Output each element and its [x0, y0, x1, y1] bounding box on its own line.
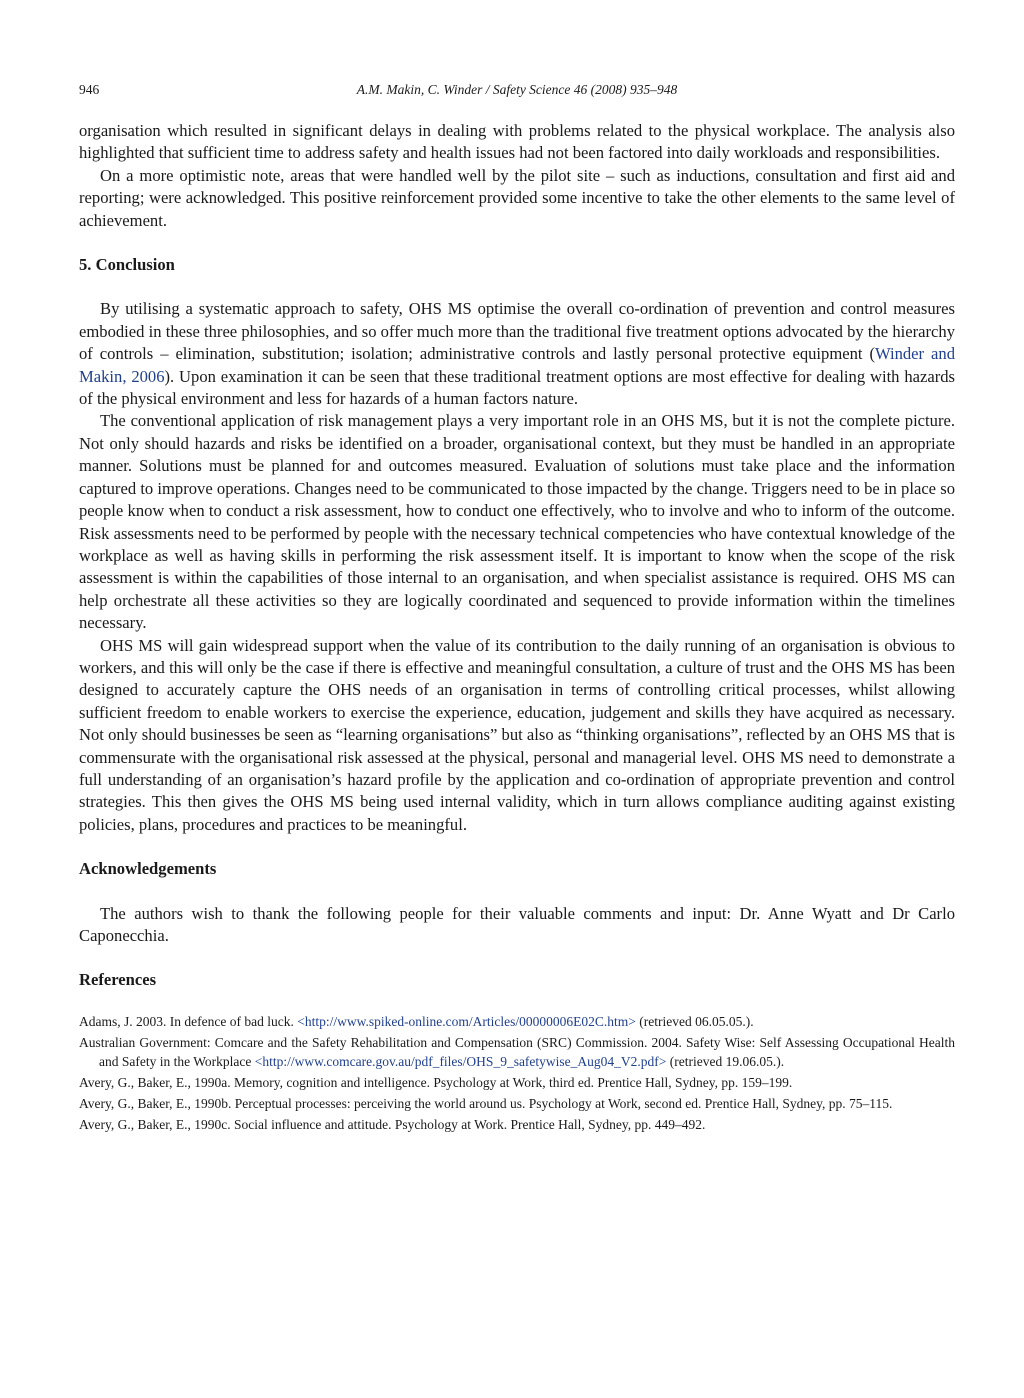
paragraph-text: ). Upon examination it can be seen that these traditional treatment options are most effective for dealing with hazards of the physical environment and less for hazards of a human factors nature. — [79, 366, 955, 409]
conclusion-paragraph-3: OHS MS will gain widespread support when the value of its contribution to the daily running of an organisation is obvious to workers, and this will only be the case if there is effective and meaningful consultation, a culture of trust and the OHS MS has been designed to accurately capture the OHS needs of an organisation in terms of controlling critical processes, whilst allowing sufficient freedom to enable workers to exercise the experience, education, judgement and skills they have acquired as necessary. Not only should businesses be seen as “learning organisations” but also as “thinking organisations”, reflected by an OHS MS that is commensurate with the organisational risk assessed at the physical, personal and managerial level. OHS MS need to demonstrate a full understanding of an organisation’s hazard profile by the application and co-ordination of appropriate prevention and control strategies. This then gives the OHS MS being used internal validity, which in turn allows compliance auditing against existing policies, plans, procedures and practices to be meaningful. — [79, 635, 955, 834]
citation-link[interactable]: Winder and Makin, 2006 — [79, 344, 955, 386]
section-heading-references: References — [79, 970, 157, 990]
conclusion-paragraph-1 — [79, 298, 955, 410]
body-paragraph: On a more optimistic note, areas that were handled well by the pilot site – such as inductions, consultation and first aid and reporting; were acknowledged. This positive reinforcement provided some incentive to take the other elements to the same level of achievement. — [79, 165, 955, 230]
reference-item — [79, 1115, 955, 1134]
reference-text: Avery, G., Baker, E., 1990b. Perceptual processes: perceiving the world around us. Psychology at Work, second ed. Prentice Hall, Sydney, pp. 75–115. — [79, 1095, 893, 1111]
continued-paragraph: organisation which resulted in significant delays in dealing with problems related to the physical workplace. The analysis also highlighted that sufficient time to address safety and health issues had not been factored into daily workloads and responsibilities. — [79, 121, 955, 163]
section-heading-conclusion: 5. Conclusion — [79, 255, 175, 275]
reference-url-link[interactable]: <http://www.spiked-online.com/Articles/00000006E02C.htm> — [297, 1013, 636, 1029]
reference-text: Avery, G., Baker, E., 1990c. Social influence and attitude. Psychology at Work. Prentice Hall, Sydney, pp. 449–492. — [79, 1116, 706, 1132]
reference-text: (retrieved 19.06.05.). — [666, 1053, 785, 1069]
acknowledgements-paragraph: The authors wish to thank the following people for their valuable comments and input: Dr. Anne Wyatt and Dr Carlo Caponecchia. — [79, 903, 955, 945]
paragraph-text: By utilising a systematic approach to safety, OHS MS optimise the overall co-ordination of prevention and control measures embodied in these three philosophies, and so offer much more than the traditional five treatment options advocated by the hierarchy of controls – elimination, substitution; isolation; administrative controls and lastly personal protective equipment ( — [79, 299, 955, 364]
reference-item — [79, 1073, 955, 1092]
reference-item — [79, 1012, 955, 1031]
reference-item — [79, 1094, 955, 1113]
journal-page — [79, 78, 955, 1136]
reference-url-link[interactable]: <http://www.comcare.gov.au/pdf_files/OHS_9_safetywise_Aug04_V2.pdf> — [254, 1053, 667, 1069]
reference-item — [79, 1033, 955, 1071]
conclusion-paragraph-2: The conventional application of risk management plays a very important role in an OHS MS, but it is not the complete picture. Not only should hazards and risks be identified on a broader, organisational context, but they must be handled in an appropriate manner. Solutions must be planned for and outcomes measured. Evaluation of solutions must take place and the information captured to improve operations. Changes need to be communicated to those impacted by the change. Triggers need to be in place so people know when to conduct a risk assessment, how to conduct one effectively, who to involve and who to inform of the outcome. Risk assessments need to be performed by people with the necessary technical competencies who have contextual knowledge of the workplace as well as having skills in performing the risk assessment itself. It is important to know when the scope of the risk assessment is within the capabilities of those internal to an organisation, and when specialist assistance is required. OHS MS can help orchestrate all these activities so they are logically coordinated and sequenced to provide information within the timelines necessary. — [79, 411, 955, 633]
reference-text: (retrieved 06.05.05.). — [635, 1013, 754, 1029]
running-header — [79, 78, 955, 102]
section-heading-acknowledgements: Acknowledgements — [79, 859, 217, 879]
reference-text: Adams, J. 2003. In defence of bad luck. — [79, 1013, 298, 1029]
journal-citation: A.M. Makin, C. Winder / Safety Science 46 (2008) 935–948 — [356, 82, 678, 97]
reference-text: Avery, G., Baker, E., 1990a. Memory, cognition and intelligence. Psychology at Work, third ed. Prentice Hall, Sydney, pp. 159–199. — [79, 1074, 793, 1090]
references-list — [79, 1012, 955, 1134]
article-body — [79, 120, 955, 992]
page-number: 946 — [79, 82, 100, 97]
reference-text: Australian Government: Comcare and the Safety Rehabilitation and Compensation (SRC) Commission. 2004. Safety Wise: Self Assessing Occupational Health and Safety in the Workplace — [79, 1034, 955, 1069]
